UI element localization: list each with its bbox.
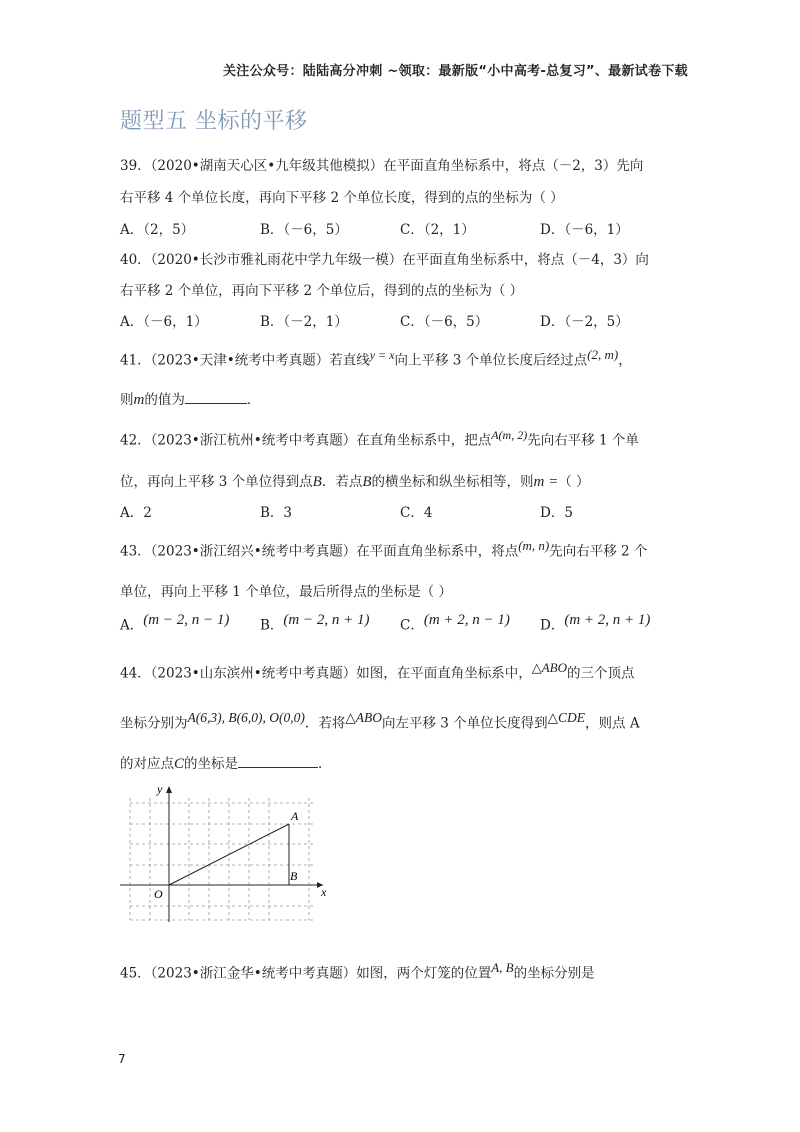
- option-expr: (m + 2, n + 1): [564, 612, 651, 628]
- question-41-expr-line: y = x: [369, 348, 395, 362]
- question-45-text-b: 的坐标分别是: [513, 965, 595, 982]
- answer-blank: [238, 755, 318, 768]
- question-41-expr-point: (2, m): [587, 347, 619, 362]
- question-42-option-c: C．4: [400, 505, 433, 521]
- question-40-option-c: C．（－6，5）: [400, 314, 489, 330]
- question-44-text-e: 向左平移 3 个单位长度得到: [381, 715, 548, 732]
- question-44-text-a: 44．（2023•山东滨州•统考中考真题）如图，在平面直角坐标系中，: [120, 665, 532, 682]
- question-45-line1: [120, 960, 595, 982]
- question-39-option-a: A．（2，5）: [120, 222, 195, 238]
- question-43-option-a: [120, 612, 229, 634]
- grid: [130, 798, 313, 920]
- question-42-text-b: 先向右平移 1 个单: [527, 432, 639, 449]
- question-41-line1: [120, 347, 632, 369]
- question-44-triangle-abo: △ABO: [345, 710, 382, 725]
- option-label: B．: [260, 617, 284, 634]
- option-expr: (m − 2, n − 1): [143, 612, 230, 628]
- question-40-option-d: D．（－2，5）: [540, 314, 629, 330]
- question-42-point-b1: B: [312, 474, 322, 490]
- option-expr: (m + 2, n − 1): [423, 612, 510, 628]
- question-39-option-c: C．（2，1）: [400, 222, 475, 238]
- y-axis-arrow: [166, 786, 172, 793]
- question-42-text-e: 的横坐标和纵坐标相等，则: [371, 474, 534, 490]
- page-number: 7: [118, 1052, 126, 1066]
- question-42-expr-point: A(m, 2): [491, 428, 528, 442]
- question-44-text-h: 的坐标是: [184, 756, 239, 772]
- question-44-text-b: 的三个顶点: [567, 665, 635, 682]
- question-44-coords: A(6,3), B(6,0), O(0,0): [187, 710, 305, 725]
- option-label: D．: [540, 617, 565, 634]
- question-44-line1: [120, 660, 635, 682]
- question-44-text-f: ，则点 A: [585, 715, 640, 732]
- question-42-line1: [120, 428, 639, 449]
- question-42-paren: （ ）: [558, 474, 590, 490]
- question-43-expr-point: (m, n): [518, 538, 550, 553]
- question-43-line2: 单位，再向上平移 1 个单位，最后所得点的坐标是（ ）: [120, 584, 452, 600]
- question-43-option-b: [260, 612, 370, 634]
- question-41-text-value: 的值为: [144, 392, 185, 408]
- point-a-label: A: [291, 809, 299, 823]
- question-40-option-b: B．（－2，1）: [260, 314, 348, 330]
- question-40-line1: 40．（2020•长沙市雅礼雨花中学九年级一模）在平面直角坐标系中，将点（－4，3）向: [120, 252, 649, 268]
- x-axis-label: x: [321, 885, 327, 899]
- question-41-text-b: 向上平移 3 个单位长度后经过点: [394, 352, 588, 369]
- section-title: 题型五 坐标的平移: [120, 109, 308, 134]
- question-44-triangle-cde: △CDE: [547, 710, 586, 725]
- question-42-text-a: 42．（2023•浙江杭州•统考中考真题）在直角坐标系中，把点: [120, 432, 492, 449]
- question-44-line2: [120, 710, 640, 732]
- question-42-point-b2: B: [362, 474, 372, 490]
- question-43-text-a: 43．（2023•浙江绍兴•统考中考真题）在平面直角坐标系中，将点: [120, 543, 519, 560]
- option-label: A．: [120, 617, 144, 634]
- question-40-option-a: A．（－6，1）: [120, 314, 208, 330]
- page-header: 关注公众号：陆陆高分冲刺 ~领取：最新版“小中高考-总复习”、最新试卷下载: [222, 64, 688, 79]
- question-41-period: ．: [246, 392, 261, 408]
- question-41-text-c: ，: [618, 352, 632, 369]
- question-41-line2: [120, 388, 260, 409]
- question-42-option-b: B．3: [260, 505, 293, 521]
- question-42-option-d: D．5: [540, 505, 573, 521]
- question-39-line2: 右平移 4 个单位长度，再向下平移 2 个单位长度，得到的点的坐标为（ ）: [120, 190, 564, 206]
- question-42-text-d: ．若点: [321, 474, 363, 490]
- question-41-text-then: 则: [120, 392, 134, 408]
- question-43-text-b: 先向右平移 2 个: [549, 543, 648, 560]
- segment-oa: [169, 824, 289, 885]
- question-39-option-b: B．（－6，5）: [260, 222, 348, 238]
- question-41-var-m: m: [133, 392, 145, 408]
- question-45-points: A, B: [491, 960, 514, 975]
- question-39-option-d: D．（－6，1）: [540, 222, 629, 238]
- option-label: C．: [400, 617, 424, 634]
- question-43-option-c: [400, 612, 510, 634]
- question-42-line2: [120, 470, 590, 491]
- question-44-point-c: C: [174, 756, 185, 772]
- answer-blank: [185, 391, 247, 404]
- question-44-text-c: 坐标分别为: [120, 715, 188, 732]
- question-44-figure: [118, 782, 338, 927]
- question-44-period: ．: [318, 756, 332, 772]
- question-44-text-d: ．若将: [304, 715, 346, 732]
- question-39-line1: 39．（2020•湖南天心区•九年级其他模拟）在平面直角坐标系中，将点（－2，3）先向: [120, 158, 644, 174]
- y-axis-label: y: [157, 782, 163, 796]
- question-42-var-m: m =: [533, 474, 559, 490]
- question-43-option-d: [540, 612, 650, 634]
- point-b-label: B: [290, 869, 298, 883]
- question-42-option-a: A．2: [120, 505, 152, 521]
- question-44-line3: [120, 752, 332, 773]
- question-44-text-g: 的对应点: [120, 756, 174, 772]
- point-o-label: O: [154, 887, 163, 901]
- question-45-text-a: 45．（2023•浙江金华•统考中考真题）如图，两个灯笼的位置: [120, 965, 492, 982]
- question-41-text-a: 41．（2023•天津•统考中考真题）若直线: [120, 352, 370, 369]
- question-43-line1: [120, 538, 647, 560]
- question-44-triangle: △ABO: [531, 660, 567, 675]
- option-expr: (m − 2, n + 1): [283, 612, 370, 628]
- question-42-text-c: 位，再向上平移 3 个单位得到点: [120, 474, 313, 490]
- question-40-line2: 右平移 2 个单位，再向下平移 2 个单位后，得到的点的坐标为（ ）: [120, 283, 524, 299]
